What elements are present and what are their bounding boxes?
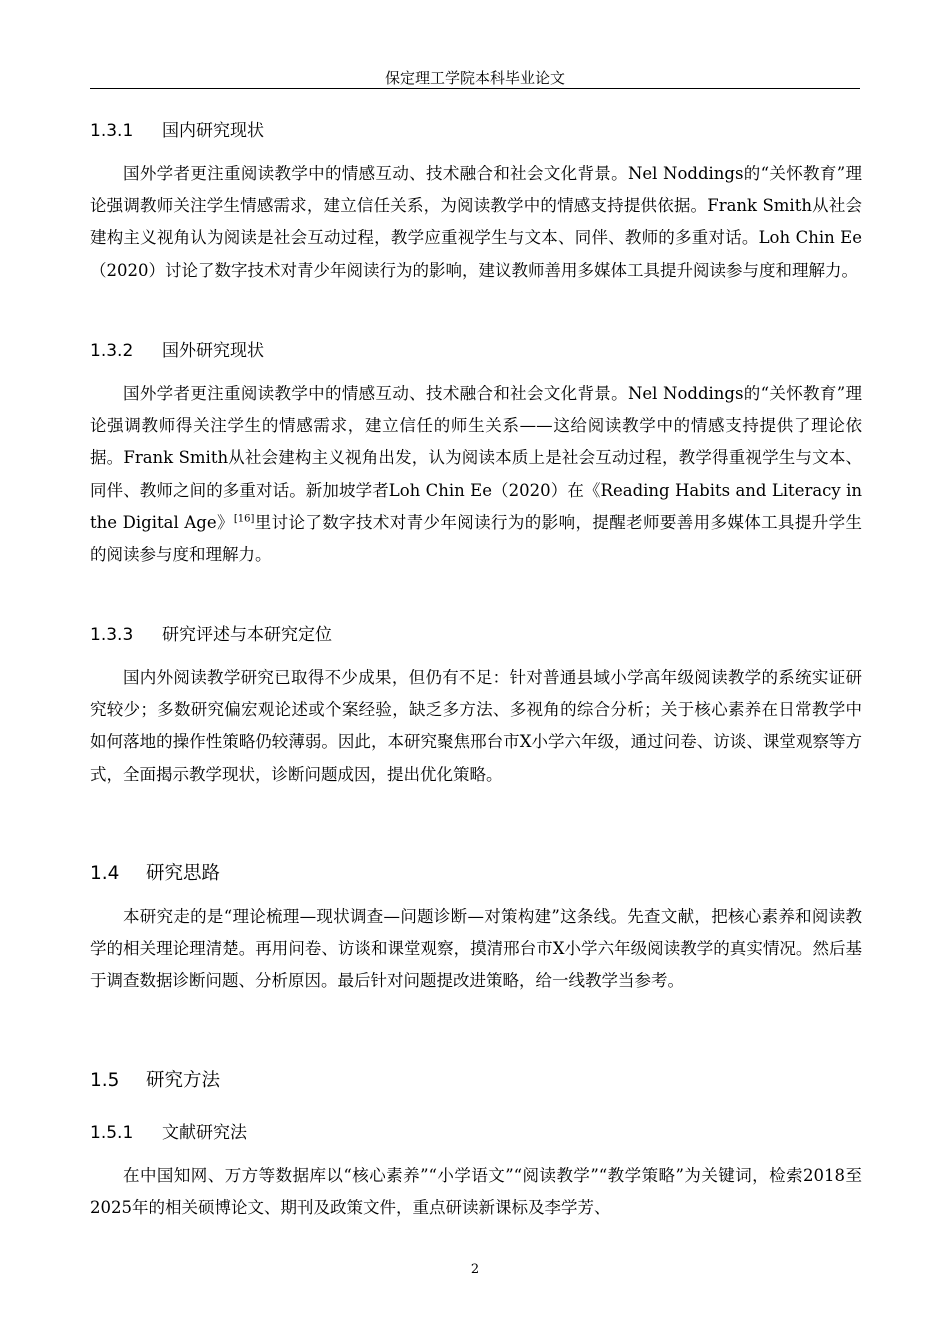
section-number: 1.3.1 (90, 121, 134, 141)
paragraph-text-part1: 国外学者更注重阅读教学中的情感互动、技术融合和社会文化背景。Nel Noddings的“关怀教育”理论强调教师得关注学生的情感需求，建立信任的师生关系——这给阅读教学中的情感支持提供了理论依据。Frank Smith从社会建构主义视角出发，认为阅读本质上是社会互动过程，教学得重视学生与文本、同伴、教师之间的多重对话。新加坡学者Loh Chin Ee（2020）在《Reading Habits and Literacy in the Digital Age》 (90, 384, 862, 532)
header-rule (90, 88, 860, 89)
section-number: 1.4 (90, 863, 120, 884)
section-title: 文献研究法 (162, 1123, 247, 1143)
heading-1-3-3 (90, 623, 332, 647)
heading-1-5-1 (90, 1121, 247, 1145)
paragraph-literature-method: 在中国知网、万方等数据库以“核心素养”“小学语文”“阅读教学”“教学策略”为关键词，检索2018至2025年的相关硕博论文、期刊及政策文件，重点研读新课标及李学芳、 (90, 1166, 862, 1218)
heading-1-4 (90, 861, 220, 887)
paragraph-text-part2: 里讨论了数字技术对青少年阅读行为的影响，提醒老师要善用多媒体工具提升学生的阅读参与度和理解力。 (90, 512, 862, 565)
paragraph-foreign-research (90, 378, 862, 571)
section-number: 1.5.1 (90, 1123, 134, 1143)
paragraph-domestic-research: 国外学者更注重阅读教学中的情感互动、技术融合和社会文化背景。Nel Noddings的“关怀教育”理论强调教师关注学生情感需求，建立信任关系，为阅读教学中的情感支持提供依据。Frank Smith从社会建构主义视角认为阅读是社会互动过程，教学应重视学生与文本、同伴、教师的多重对话。Loh Chin Ee（2020）讨论了数字技术对青少年阅读行为的影响，建议教师善用多媒体工具提升阅读参与度和理解力。 (90, 164, 862, 280)
section-title: 国内研究现状 (162, 121, 264, 141)
page-number: 2 (470, 1262, 480, 1277)
heading-1-5 (90, 1068, 220, 1094)
section-number: 1.5 (90, 1070, 120, 1091)
section-number: 1.3.3 (90, 625, 134, 645)
section-title: 研究方法 (146, 1070, 221, 1091)
section-title: 研究思路 (146, 863, 221, 884)
running-header: 保定理工学院本科毕业论文 (384, 69, 565, 87)
heading-1-3-2 (90, 339, 264, 363)
paragraph-research-approach: 本研究走的是“理论梳理—现状调查—问题诊断—对策构建”这条线。先查文献，把核心素养和阅读教学的相关理论理清楚。再用问卷、访谈和课堂观察，摸清邢台市X小学六年级阅读教学的真实情况。然后基于调查数据诊断问题、分析原因。最后针对问题提改进策略，给一线教学当参考。 (90, 907, 862, 991)
citation-ref: [16] (233, 513, 255, 525)
section-title: 研究评述与本研究定位 (162, 625, 332, 645)
section-title: 国外研究现状 (162, 341, 264, 361)
heading-1-3-1 (90, 119, 264, 143)
paragraph-research-review: 国内外阅读教学研究已取得不少成果，但仍有不足：针对普通县域小学高年级阅读教学的系统实证研究较少；多数研究偏宏观论述或个案经验，缺乏多方法、多视角的综合分析；关于核心素养在日常教学中如何落地的操作性策略仍较薄弱。因此，本研究聚焦邢台市X小学六年级，通过问卷、访谈、课堂观察等方式，全面揭示教学现状，诊断问题成因，提出优化策略。 (90, 668, 862, 784)
section-number: 1.3.2 (90, 341, 134, 361)
